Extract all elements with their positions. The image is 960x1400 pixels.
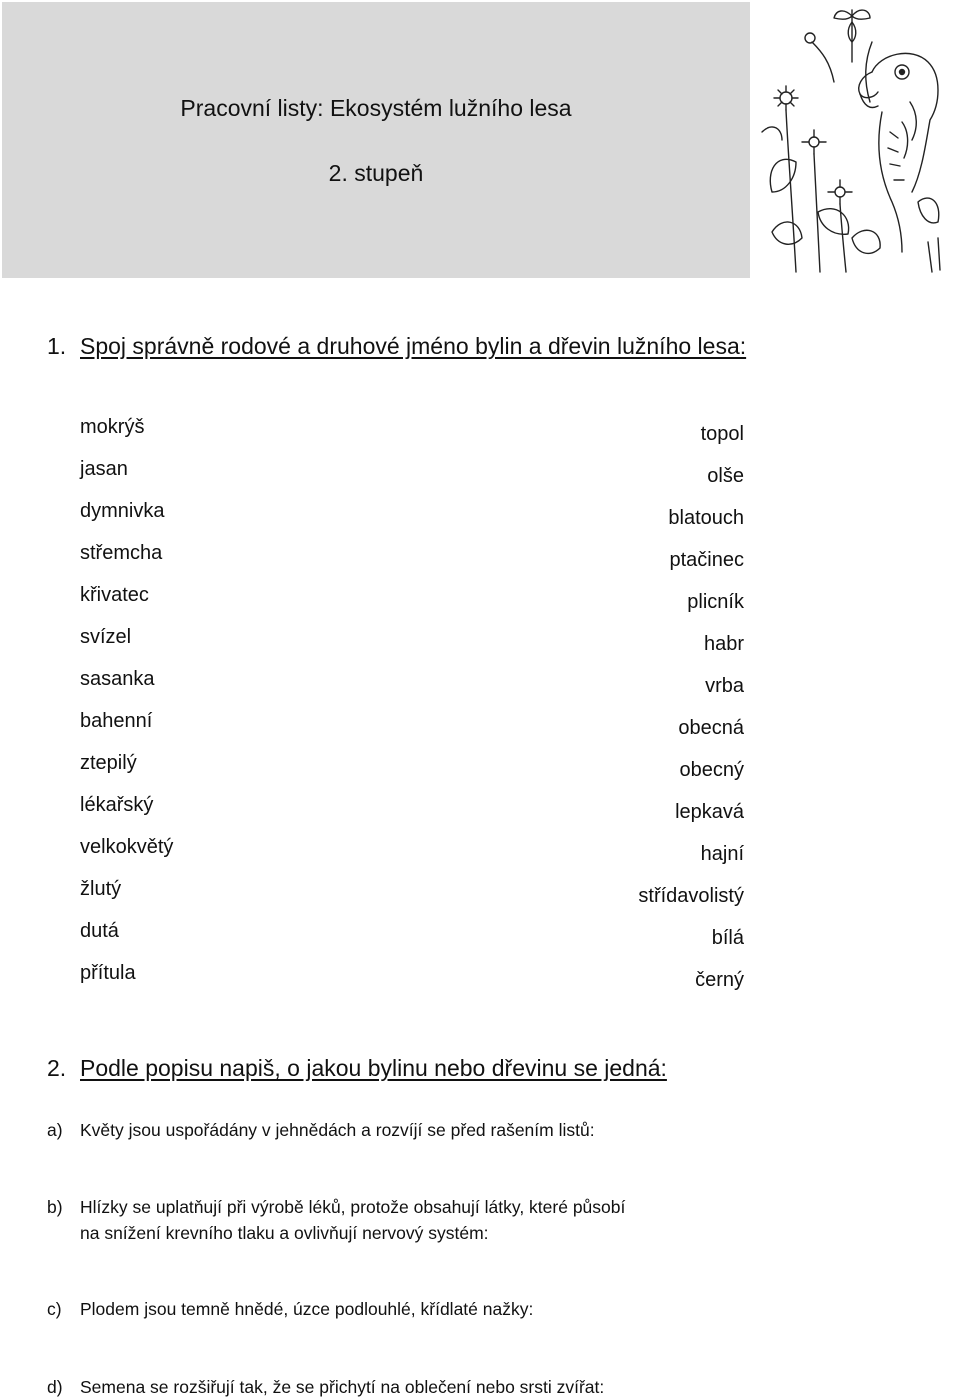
question-letter: c): [47, 1299, 62, 1319]
question-text: Plodem jsou temně hnědé, úzce podlouhlé, křídlaté nažky:: [80, 1299, 534, 1319]
list-item: sasanka: [80, 668, 155, 690]
question-c: [47, 1296, 533, 1322]
question-letter: d): [47, 1377, 63, 1397]
list-item: střídavolistý: [638, 885, 744, 907]
list-item: obecný: [679, 759, 744, 781]
question-text: Semena se rozšiřují tak, že se přichytí na oblečení nebo srsti zvířat:: [80, 1377, 605, 1397]
genus-word-list: [80, 406, 173, 994]
list-item: blatouch: [668, 507, 744, 529]
list-item: černý: [695, 969, 744, 991]
question-letter: b): [47, 1197, 63, 1217]
list-item: dutá: [80, 920, 119, 942]
list-item: přítula: [80, 962, 136, 984]
list-item: žlutý: [80, 878, 122, 900]
header-band: [2, 2, 750, 278]
task2-heading: [47, 1055, 667, 1082]
list-item: vrba: [705, 675, 744, 697]
list-item: velkokvětý: [80, 836, 174, 858]
plant-parrot-illustration: [752, 2, 946, 278]
task1-heading: [47, 333, 746, 360]
list-item: habr: [703, 633, 744, 655]
list-item: hajní: [700, 843, 744, 865]
question-text: Květy jsou uspořádány v jehnědách a rozvíjí se před rašením listů:: [80, 1120, 595, 1140]
plant-parrot-drawing: [752, 2, 946, 278]
list-item: ztepilý: [80, 752, 137, 774]
list-item: jasan: [80, 458, 128, 480]
task1-number: 1.: [47, 333, 67, 359]
list-item: mokrýš: [80, 416, 145, 438]
page-title: Pracovní listy: Ekosystém lužního lesa: [180, 95, 572, 121]
question-b: [47, 1194, 625, 1246]
species-word-list: [638, 413, 744, 1001]
question-text: na snížení krevního tlaku a ovlivňují nervový systém:: [80, 1223, 489, 1243]
list-item: lékařský: [80, 794, 154, 816]
list-item: olše: [707, 465, 744, 487]
list-item: křivatec: [80, 584, 149, 606]
task2-heading-text: Podle popisu napiš, o jakou bylinu nebo dřevinu se jedná:: [80, 1055, 667, 1081]
list-item: bílá: [711, 927, 744, 949]
list-item: svízel: [80, 626, 132, 648]
question-letter: a): [47, 1120, 63, 1140]
list-item: bahenní: [80, 710, 153, 732]
page-subtitle: 2. stupeň: [328, 160, 424, 186]
list-item: topol: [700, 423, 744, 445]
list-item: dymnivka: [80, 500, 165, 522]
list-item: obecná: [678, 717, 744, 739]
task2-number: 2.: [47, 1055, 67, 1081]
list-item: lepkavá: [675, 801, 744, 823]
question-text: Hlízky se uplatňují při výrobě léků, protože obsahují látky, které působí: [80, 1197, 626, 1217]
question-d: [47, 1374, 604, 1400]
list-item: střemcha: [80, 542, 163, 564]
list-item: ptačinec: [669, 549, 744, 571]
task1-heading-text: Spoj správně rodové a druhové jméno bylin a dřevin lužního lesa:: [80, 333, 747, 359]
question-a: [47, 1117, 595, 1143]
list-item: plicník: [687, 591, 744, 613]
